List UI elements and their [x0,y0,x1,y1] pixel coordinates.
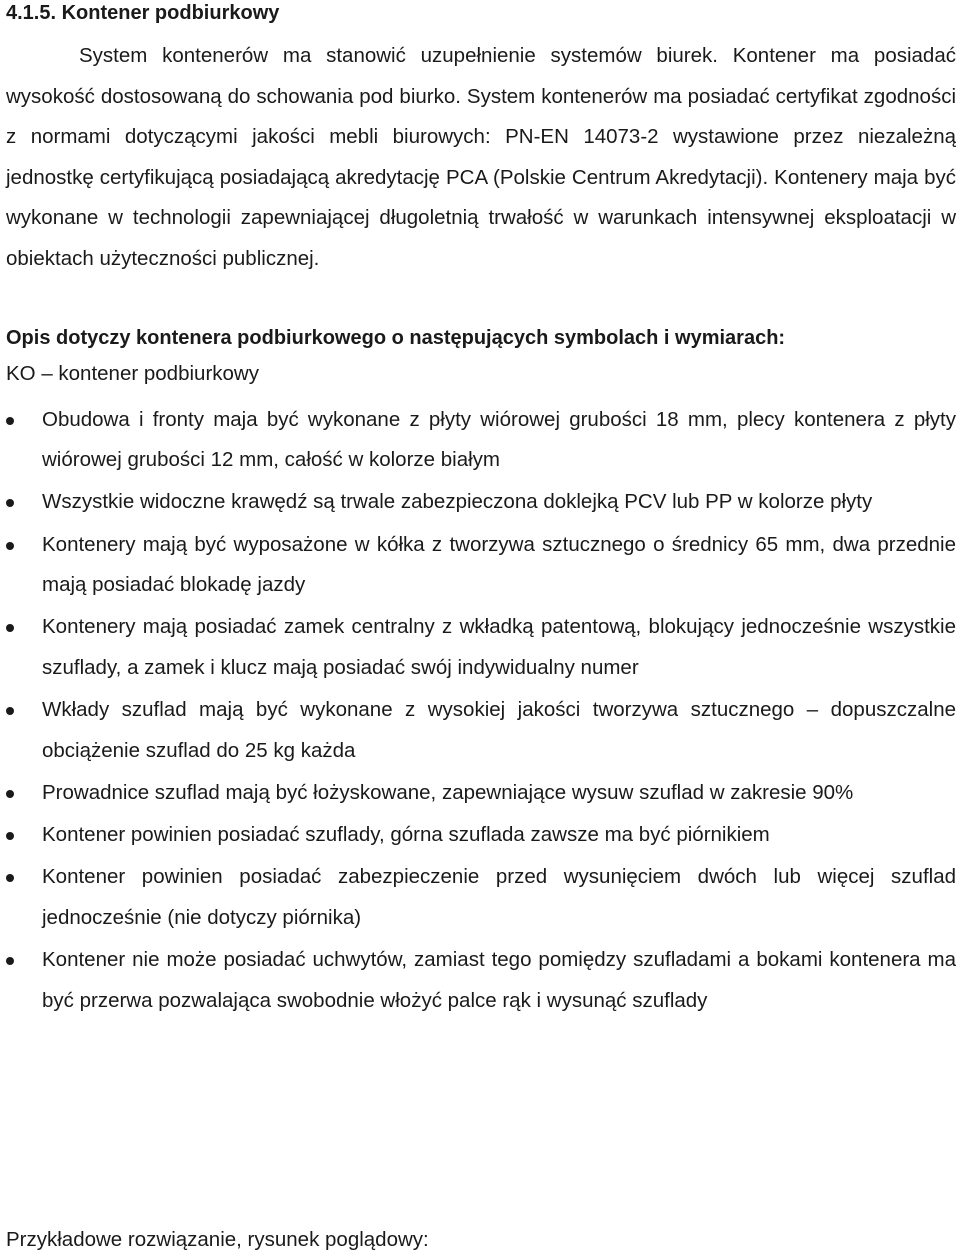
bullet-icon [6,874,14,882]
bullet-icon [6,957,14,965]
bullet-icon [6,832,14,840]
list-item [6,773,956,814]
bullet-icon [6,624,14,632]
description-subheading: Opis dotyczy kontenera podbiurkowego o następujących symbolach i wymiarach: [6,326,786,349]
list-item [6,815,956,856]
list-item [6,607,956,688]
list-item-text: Kontenery mają być wyposażone w kółka z tworzywa sztucznego o średnicy 65 mm, dwa przednie mają posiadać blokadę jazdy [42,532,956,597]
list-item-text: Obudowa i fronty maja być wykonane z płyty wiórowej grubości 18 mm, plecy kontenera z płyty wiórowej grubości 12 mm, całość w kolorze białym [42,407,956,472]
bullet-icon [6,417,14,425]
list-item [6,400,956,481]
list-item-text: Prowadnice szuflad mają być łożyskowane, zapewniające wysuw szuflad w zakresie 90% [42,780,854,804]
bullet-icon [6,542,14,550]
symbol-line: KO – kontener podbiurkowy [6,361,259,385]
list-item [6,940,956,1021]
example-label: Przykładowe rozwiązanie, rysunek poglądowy: [6,1228,429,1251]
document-page [6,0,956,1021]
bullet-icon [6,790,14,798]
list-item-text: Kontenery mają posiadać zamek centralny z wkładką patentową, blokujący jednocześnie wszystkie szuflady, a zamek i klucz mają posiadać swój indywidualny numer [42,615,956,679]
list-item [6,525,956,606]
list-item-text: Wkłady szuflad mają być wykonane z wysokiej jakości tworzywa sztucznego – dopuszczalne obciążenie szuflad do 25 kg każda [42,698,956,762]
list-item-text: Kontener powinien posiadać zabezpieczenie przed wysunięciem dwóch lub więcej szuflad jednocześnie (nie dotyczy piórnika) [42,865,956,929]
intro-paragraph: System kontenerów ma stanowić uzupełnienie systemów biurek. Kontener ma posiadać wysokość dostosowaną do schowania pod biurko. System kontenerów ma posiadać certyfikat zgodności z normami dotyczącymi jakości mebli biurowych: PN-EN 14073-2 wystawione przez niezależną jednostkę certyfikującą posiadającą akredytację PCA (Polskie Centrum Akredytacji). Kontenery maja być wykonane w technologii zapewniającej długoletnią trwałość w warunkach intensywnej eksploatacji w obiektach użyteczności publicznej. [6,44,956,270]
list-item-text: Kontener nie może posiadać uchwytów, zamiast tego pomiędzy szufladami a bokami kontenera ma być przerwa pozwalająca swobodnie włożyć palce rąk i wysunąć szuflady [42,948,956,1012]
bullet-icon [6,499,14,507]
list-item [6,482,956,523]
list-item-text: Wszystkie widoczne krawędź są trwale zabezpieczona doklejką PCV lub PP w kolorze płyty [42,490,873,514]
bullet-icon [6,707,14,715]
list-item [6,690,956,771]
section-heading: 4.1.5. Kontener podbiurkowy [6,2,280,24]
list-item-text: Kontener powinien posiadać szuflady, górna szuflada zawsze ma być piórnikiem [42,823,770,847]
requirements-list [6,400,956,1022]
list-item [6,857,956,938]
